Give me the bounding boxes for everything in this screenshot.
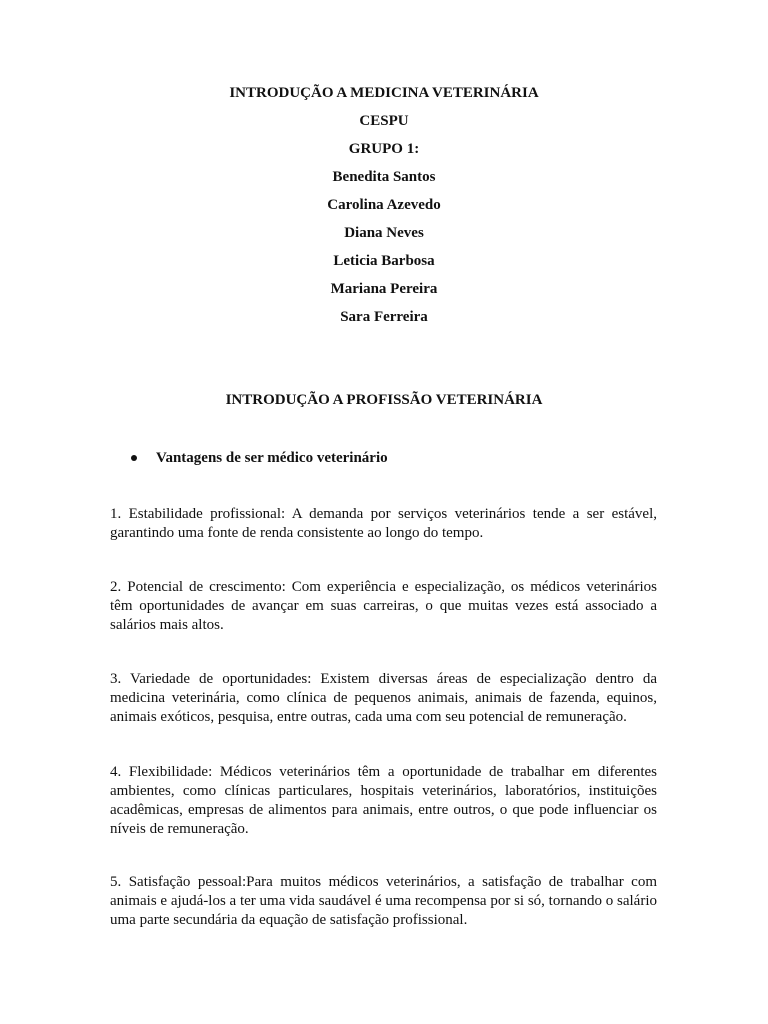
institution-name: CESPU (359, 113, 409, 129)
member-name: Sara Ferreira (340, 309, 428, 325)
bullet-text: Vantagens de ser médico veterinário (156, 450, 388, 466)
member-name: Benedita Santos (332, 169, 436, 185)
paragraph: 2. Potencial de crescimento: Com experiência e especialização, os médicos veterinários têm oportunidades de avançar em suas carreiras, o que muitas vezes está associado a salários mais altos. (110, 579, 657, 633)
member-name: Mariana Pereira (330, 281, 438, 297)
title-block (0, 84, 768, 336)
member-name: Diana Neves (344, 225, 424, 241)
bullet-dot-icon (131, 455, 137, 461)
bullet-item (131, 449, 388, 467)
group-label: GRUPO 1: (348, 141, 420, 157)
paragraph: 4. Flexibilidade: Médicos veterinários têm a oportunidade de trabalhar em diferentes ambientes, como clínicas particulares, hospitais veterinários, laboratórios, instituições acadêmicas, empresas de alimentos para animais, entre outros, o que pode influenciar os níveis de remuneração. (110, 764, 657, 837)
paragraph: 3. Variedade de oportunidades: Existem diversas áreas de especialização dentro da medicina veterinária, como clínica de pequenos animais, animais de fazenda, equinos, animais exóticos, pesquisa, entre outras, cada uma com seu potencial de remuneração. (110, 671, 657, 725)
paragraph: 5. Satisfação pessoal:Para muitos médicos veterinários, a satisfação de trabalhar com animais e ajudá-los a ter uma vida saudável é uma recompensa por si só, tornando o salário uma parte secundária da equação de satisfação profissional. (110, 874, 657, 928)
document-title: INTRODUÇÃO A MEDICINA VETERINÁRIA (229, 85, 539, 101)
member-name: Leticia Barbosa (333, 253, 435, 269)
section-heading: INTRODUÇÃO A PROFISSÃO VETERINÁRIA (225, 392, 543, 408)
member-name: Carolina Azevedo (327, 197, 441, 213)
paragraph: 1. Estabilidade profissional: A demanda por serviços veterinários tende a ser estável, garantindo uma fonte de renda consistente ao longo do tempo. (110, 506, 657, 541)
